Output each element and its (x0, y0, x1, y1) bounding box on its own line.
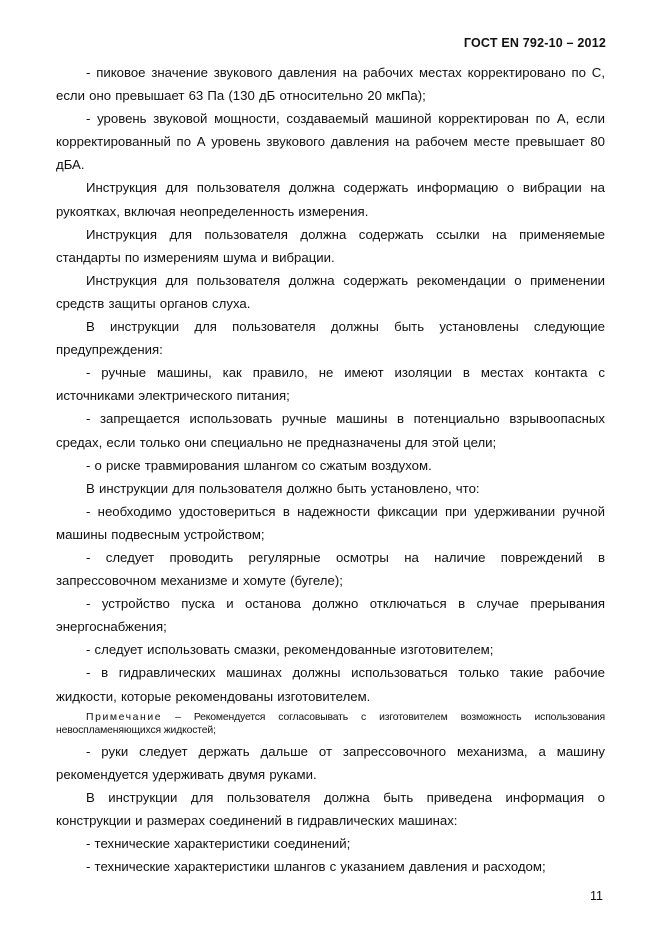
paragraph: - необходимо удостовериться в надежности фиксации при удерживании ручной машины подвесным устройством; (56, 503, 605, 542)
paragraph: В инструкции для пользователя должно быть установлено, что: (86, 480, 480, 496)
paragraph: - о риске травмирования шлангом со сжатым воздухом. (86, 457, 432, 473)
paragraph: Инструкция для пользователя должна содержать информацию о вибрации на рукоятках, включая неопределенность измерения. (56, 180, 605, 219)
paragraph: В инструкции для пользователя должны быть установлены следующие предупреждения: (56, 319, 605, 358)
paragraph: - запрещается использовать ручные машины в потенциально взрывоопасных средах, если только они специально не предназначены для этой цели; (56, 411, 605, 450)
paragraph: В инструкции для пользователя должна быть приведена информация о конструкции и размерах соединений в гидравлических машинах: (56, 789, 605, 828)
paragraph: - устройство пуска и останова должно отключаться в случае прерывания энергоснабжения; (56, 596, 605, 635)
paragraph: - уровень звуковой мощности, создаваемый машиной корректирован по А, если корректированный по А уровень звукового давления на рабочем месте превышает 80 дБА. (56, 111, 605, 173)
paragraph: - руки следует держать дальше от запрессовочного механизма, а машину рекомендуется удерживать двумя руками. (56, 743, 605, 782)
paragraph: Инструкция для пользователя должна содержать рекомендации о применении средств защиты органов слуха. (56, 272, 605, 311)
paragraph: - следует использовать смазки, рекомендованные изготовителем; (86, 642, 494, 658)
paragraph: - пиковое значение звукового давления на рабочих местах корректировано по С, если оно превышает 63 Па (130 дБ относительно 20 мкПа); (56, 65, 605, 104)
paragraph: - технические характеристики шлангов с указанием давления и расходом; (86, 859, 546, 875)
page-number: 11 (590, 889, 603, 903)
note (56, 711, 605, 738)
document-body (56, 61, 605, 878)
document-code-header: ГОСТ EN 792-10 – 2012 (463, 36, 606, 50)
paragraph: Инструкция для пользователя должна содержать ссылки на применяемые стандарты по измерениям шума и вибрации. (56, 226, 605, 265)
note-text: – Рекомендуется согласовывать с изготовителем возможность использования невоспламеняющихся жидкостей; (56, 711, 605, 737)
note-label: Примечание (86, 711, 163, 723)
paragraph: - следует проводить регулярные осмотры на наличие повреждений в запрессовочном механизме и хомуте (бугеле); (56, 549, 605, 589)
paragraph: - технические характеристики соединений; (86, 836, 351, 851)
paragraph: - в гидравлических машинах должны использоваться только такие рабочие жидкости, которые рекомендованы изготовителем. (56, 665, 605, 704)
paragraph: - ручные машины, как правило, не имеют изоляции в местах контакта с источниками электрического питания; (56, 365, 605, 404)
